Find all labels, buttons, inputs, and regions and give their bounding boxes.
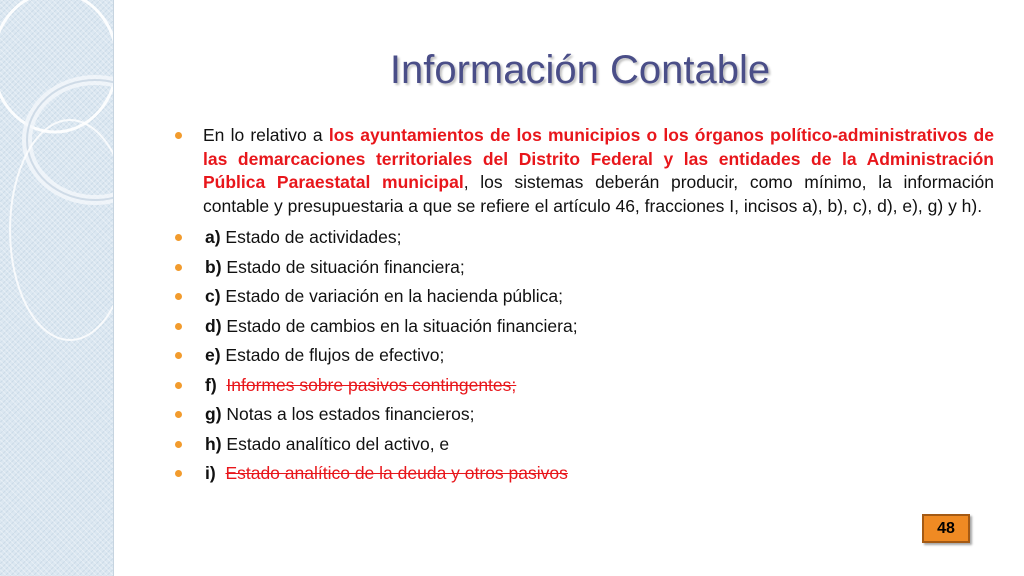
item-text-struck: Estado analítico de la deuda y otros pasivos	[225, 463, 568, 483]
item-letter: f)	[205, 374, 217, 395]
bullet-list	[173, 124, 994, 492]
list-item	[173, 403, 994, 433]
page-number-badge: 48	[922, 514, 970, 543]
list-item	[173, 256, 994, 286]
bullet-icon	[175, 264, 182, 271]
intro-rest: , los sistemas deberán producir, como mínimo, la información contable y presupuestaria a que se refiere el artículo 46, fracciones I, incisos a), b), c), d), e), g) y h).	[203, 172, 995, 216]
bullet-icon	[175, 234, 182, 241]
item-text: Estado de variación en la hacienda pública;	[220, 286, 564, 306]
item-letter: c)	[205, 286, 221, 306]
item-text: Estado de situación financiera;	[221, 256, 465, 277]
bullet-icon	[175, 132, 182, 139]
list-item	[173, 433, 994, 463]
list-item	[173, 374, 994, 404]
decorative-rings	[0, 0, 113, 576]
list-item	[173, 226, 994, 256]
item-letter: b)	[205, 256, 222, 277]
item-text: Estado analítico del activo, e	[221, 433, 450, 454]
list-item	[173, 315, 994, 345]
item-text: Estado de flujos de efectivo;	[220, 345, 445, 365]
bullet-icon	[175, 470, 182, 477]
intro-lead: En lo relativo a	[203, 125, 329, 145]
bullet-icon	[175, 411, 182, 418]
item-text: Estado de actividades;	[220, 227, 402, 247]
intro-highlight: los ayuntamientos de los municipios o los órganos político-administrativos de las demarcaciones territoriales del Distrito Federal y las entidades de la Administración Pública Paraestatal municipal	[203, 125, 994, 192]
slide-title: Información Contable	[389, 48, 771, 92]
bullet-icon	[175, 323, 182, 330]
item-letter: h)	[205, 433, 222, 454]
intro-paragraph	[173, 124, 994, 218]
bullet-icon	[175, 382, 182, 389]
decorative-side-panel	[0, 0, 114, 576]
item-letter: i)	[205, 463, 216, 483]
list-item	[173, 344, 994, 374]
item-text-struck: Informes sobre pasivos contingentes;	[226, 374, 517, 395]
bullet-icon	[175, 352, 182, 359]
item-text: Notas a los estados financieros;	[221, 404, 475, 424]
list-item	[173, 462, 994, 492]
list-item	[173, 285, 994, 315]
bullet-icon	[175, 441, 182, 448]
item-text: Estado de cambios en la situación financiera;	[221, 315, 578, 336]
item-letter: d)	[205, 315, 222, 336]
item-letter: a)	[205, 227, 221, 247]
item-letter: e)	[205, 345, 221, 365]
item-letter: g)	[205, 404, 222, 424]
bullet-icon	[175, 293, 182, 300]
